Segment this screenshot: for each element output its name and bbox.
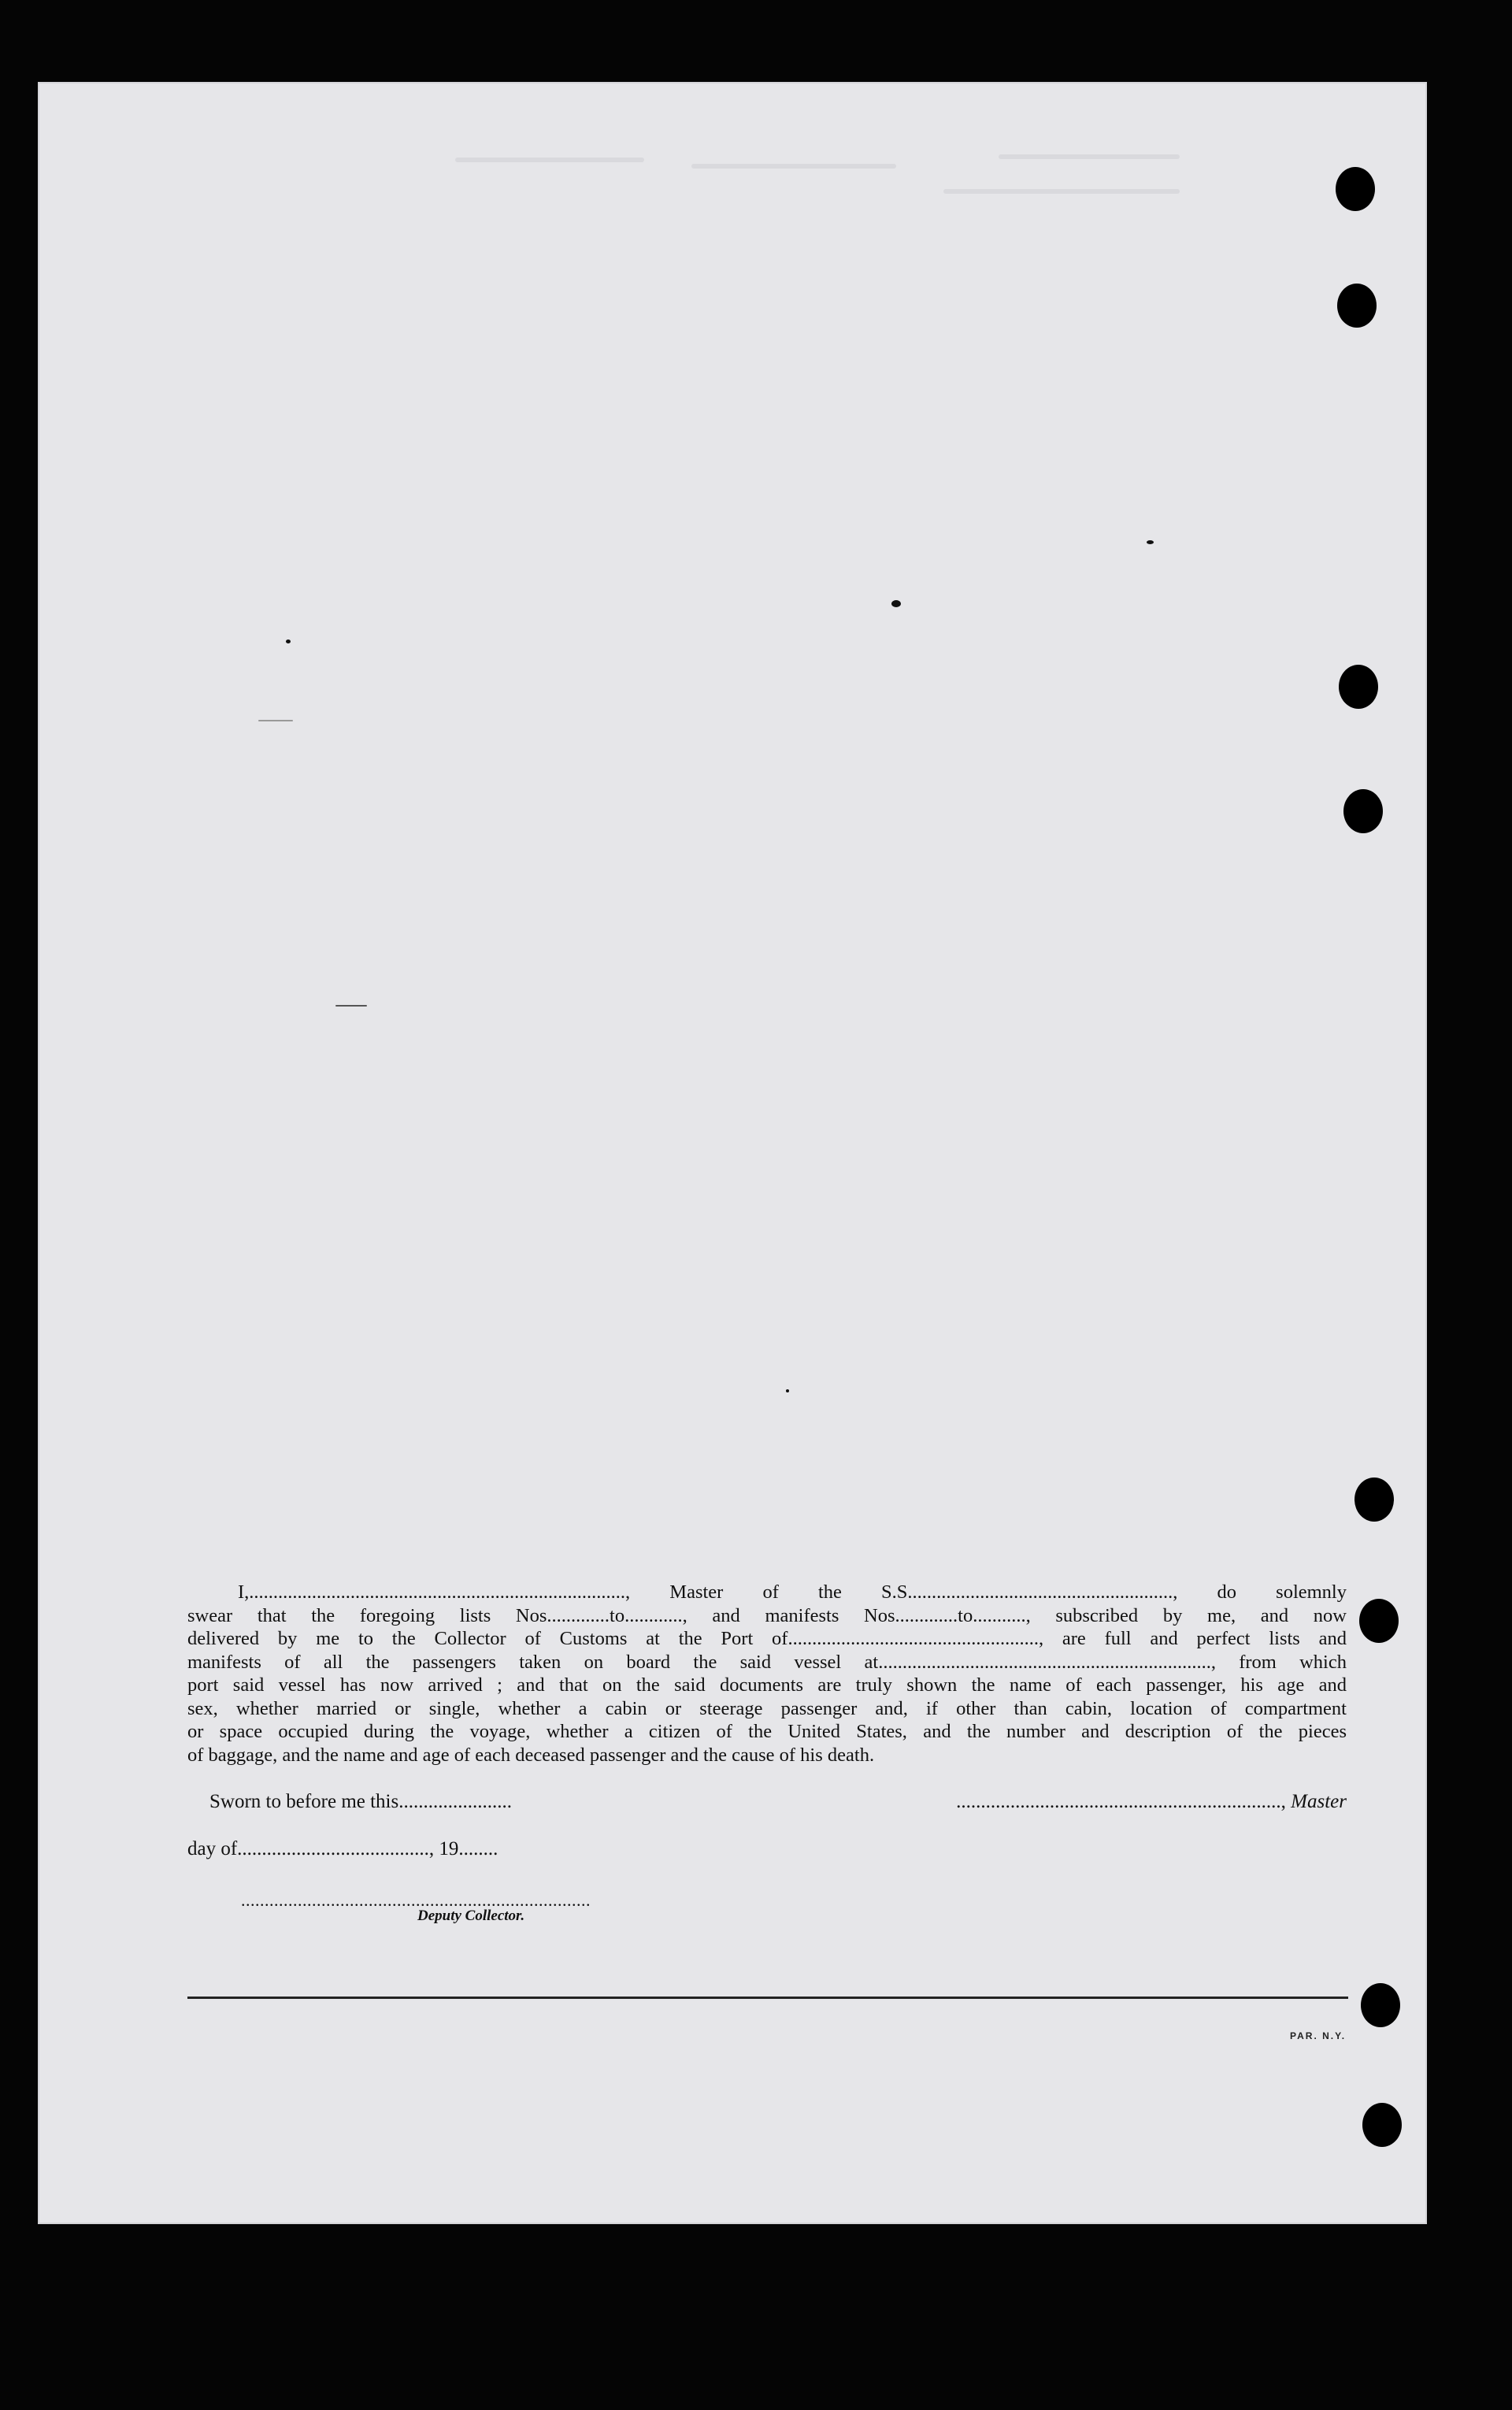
date-field: day of......................................., 19........ bbox=[187, 1838, 498, 1859]
oath-line: port said vessel has now arrived ; and that on the said documents are truly shown the name of each passenger, his age and bbox=[187, 1674, 1347, 1696]
deputy-collector-label: Deputy Collector. bbox=[417, 1908, 525, 1924]
punch-hole bbox=[1361, 1983, 1400, 2027]
oath-line: swear that the foregoing lists Nos.............to............, and manifests Nos.............to..........., subscribed by me, and now bbox=[187, 1604, 1347, 1626]
printer-mark: PAR. N.Y. bbox=[1290, 2030, 1347, 2041]
ink-speck bbox=[1147, 540, 1154, 544]
bleed-through-mark bbox=[999, 154, 1180, 159]
punch-hole bbox=[1359, 1599, 1399, 1643]
sworn-before-field: Sworn to before me this....................... bbox=[209, 1791, 512, 1812]
master-signature-field bbox=[956, 1791, 1347, 1813]
ink-speck bbox=[786, 1389, 789, 1392]
oath-line: or space occupied during the voyage, whether a citizen of the United States, and the number and description of the pieces bbox=[187, 1721, 1347, 1742]
oath-line: manifests of all the passengers taken on board the said vessel at....................................................................., from which bbox=[187, 1651, 1347, 1673]
ink-speck bbox=[891, 600, 901, 607]
oath-paragraph bbox=[187, 1581, 1347, 1767]
manifest-page bbox=[38, 82, 1427, 2224]
punch-hole bbox=[1343, 789, 1383, 833]
master-signature-line: .................................................................., bbox=[956, 1791, 1286, 1812]
ink-speck bbox=[335, 1005, 367, 1007]
punch-hole bbox=[1336, 167, 1375, 211]
oath-line: of baggage, and the name and age of each deceased passenger and the cause of his death. bbox=[187, 1744, 875, 1766]
punch-hole bbox=[1362, 2103, 1402, 2147]
oath-line: sex, whether married or single, whether a cabin or steerage passenger and, if other than cabin, location of compartment bbox=[187, 1697, 1347, 1719]
bleed-through-mark bbox=[691, 164, 896, 169]
punch-hole bbox=[1339, 665, 1378, 709]
horizontal-rule bbox=[187, 1997, 1348, 1999]
oath-line: I,.............................................................................., Master of the S.S......................................................., do solemnly bbox=[238, 1581, 1347, 1603]
sworn-row bbox=[187, 1791, 1347, 1819]
punch-hole bbox=[1337, 284, 1377, 328]
ink-speck bbox=[286, 640, 291, 643]
bleed-through-mark bbox=[943, 189, 1180, 194]
oath-line: delivered by me to the Collector of Customs at the Port of...................................................., are full and perfect lists and bbox=[187, 1628, 1347, 1649]
ink-speck bbox=[258, 720, 293, 721]
bleed-through-mark bbox=[455, 158, 644, 162]
punch-hole bbox=[1354, 1478, 1394, 1522]
deputy-signature-line: .......................................................................... bbox=[241, 1890, 591, 1910]
master-label: Master bbox=[1291, 1791, 1347, 1812]
